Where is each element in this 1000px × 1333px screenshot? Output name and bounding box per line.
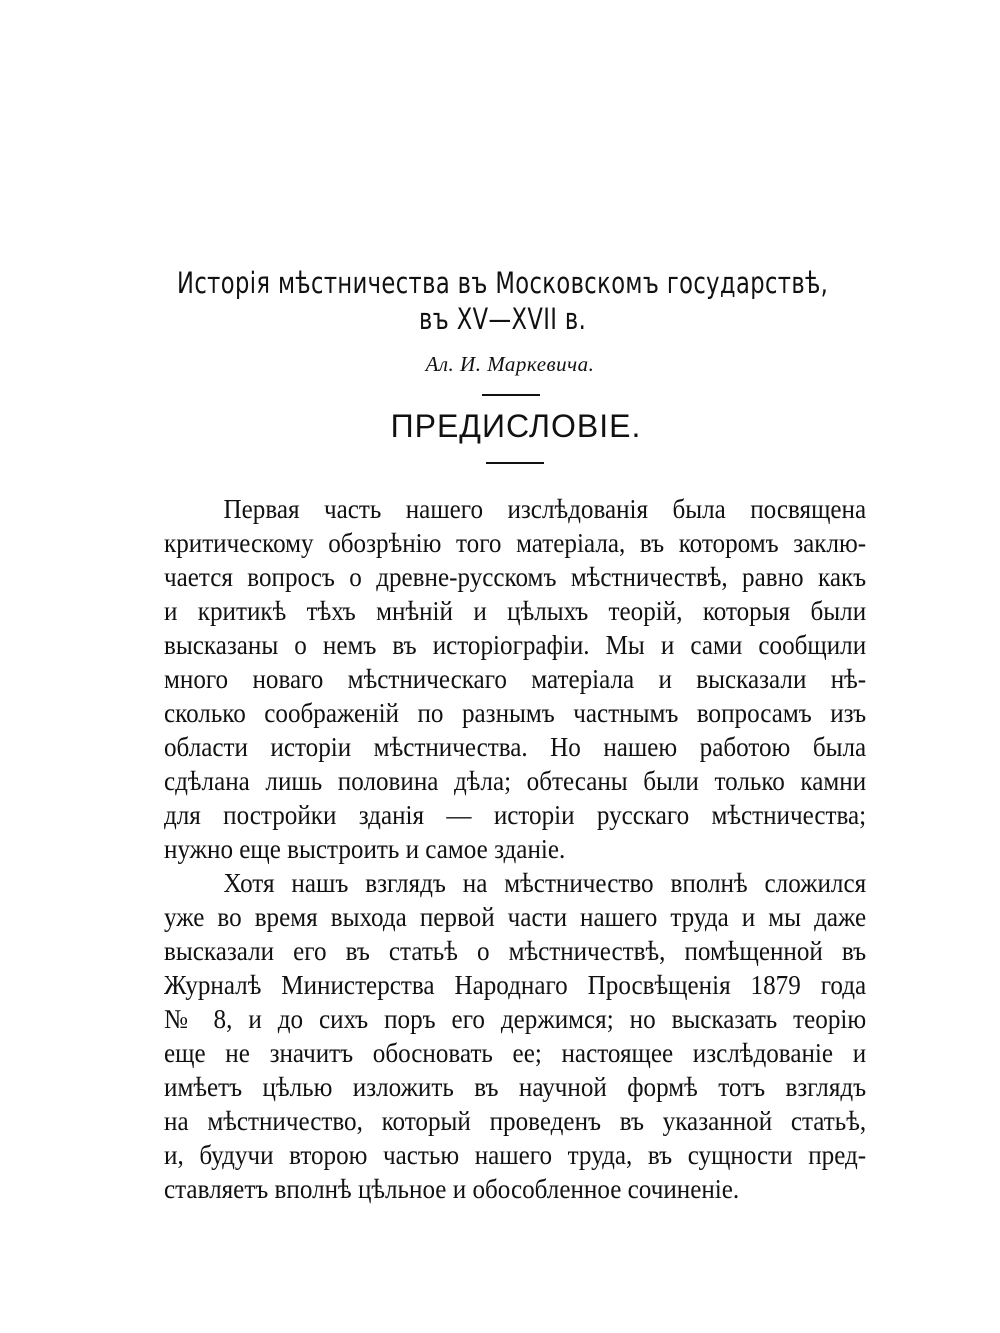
text-line: и, будучи второю частью нашего труда, въ сущности пред-: [164, 1140, 867, 1170]
section-heading: ПРЕДИСЛОВІЕ.: [390, 408, 642, 444]
text-line: для постройки зданія — исторіи русскаго мѣстничества;: [164, 800, 867, 830]
text-line: и критикѣ тѣхъ мнѣній и цѣлыхъ теорій, которыя были: [164, 596, 867, 626]
text-line: критическому обозрѣнію того матеріала, въ которомъ заклю-: [164, 528, 867, 558]
text-line: высказаны о немъ въ исторіографіи. Мы и сами сообщили: [164, 630, 867, 660]
divider-rule-top: [482, 394, 540, 396]
text-line: ставляетъ вполнѣ цѣльное и обособленное сочиненіе.: [164, 1174, 740, 1204]
text-line: много новаго мѣстническаго матеріала и высказали нѣ-: [164, 664, 867, 694]
text-line: сколько соображеній по разнымъ частнымъ вопросамъ изъ: [164, 698, 867, 728]
text-line: сдѣлана лишь половина дѣла; обтесаны были только камни: [164, 766, 867, 796]
text-line: уже во время выхода первой части нашего труда и мы даже: [164, 902, 867, 932]
work-title-line-2: въ XV—XVII в.: [419, 302, 587, 336]
text-line: на мѣстничество, который проведенъ въ указанной статьѣ,: [164, 1106, 867, 1136]
text-line: еще не значитъ обосновать ее; настоящее изслѣдованіе и: [164, 1038, 867, 1068]
divider-rule-bottom: [486, 462, 544, 464]
text-line: Журналѣ Министерства Народнаго Просвѣщенія 1879 года: [164, 970, 867, 1000]
author-line: Ал. И. Маркевича.: [425, 352, 595, 376]
text-line: нужно еще выстроить и самое зданіе.: [164, 834, 566, 864]
text-line: Хотя нашъ взглядъ на мѣстничество вполнѣ сложился: [223, 868, 867, 898]
text-line: имѣетъ цѣлью изложить въ научной формѣ тотъ взглядъ: [164, 1072, 867, 1102]
preface-body: [164, 492, 866, 1206]
text-line: № 8, и до сихъ поръ его держимся; но высказать теорію: [164, 1004, 867, 1034]
work-title-line-1: Исторія мѣстничества въ Московскомъ государствѣ,: [177, 266, 829, 300]
text-line: Первая часть нашего изслѣдованія была посвящена: [223, 494, 867, 524]
text-line: чается вопросъ о древне-русскомъ мѣстничествѣ, равно какъ: [164, 562, 867, 592]
text-line: высказали его въ статьѣ о мѣстничествѣ, помѣщенной въ: [164, 936, 867, 966]
text-line: области исторіи мѣстничества. Но нашею работою была: [164, 732, 867, 762]
